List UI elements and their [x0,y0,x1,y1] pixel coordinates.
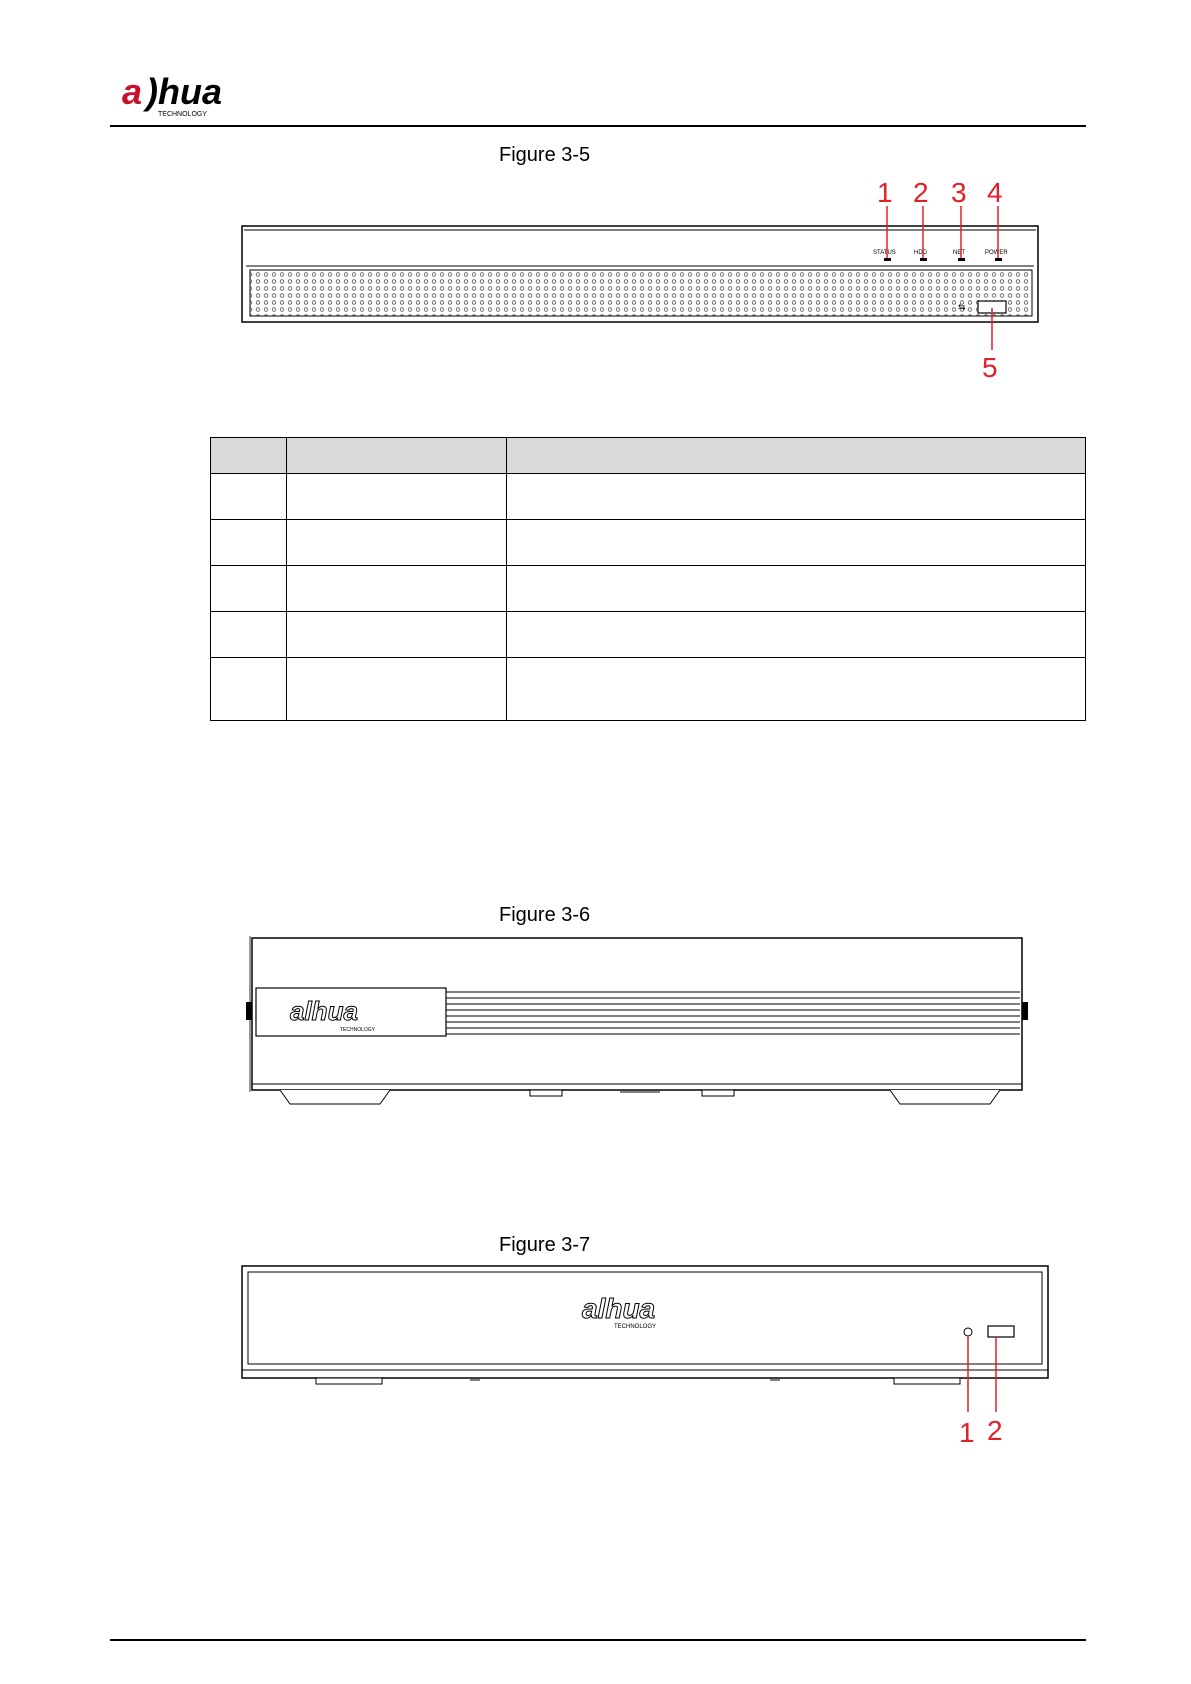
table-cell [287,566,507,612]
logo-wordmark: a [122,71,143,112]
net-led [958,258,965,261]
table-cell [507,474,1086,520]
table-row [211,474,1086,520]
led-label-hdd: HDD [914,250,927,256]
header-logo [118,70,258,120]
hdd-led [920,258,927,261]
logo-subtext: TECHNOLOGY [158,111,208,118]
callout-1: 1 [959,1417,975,1448]
table-cell [287,520,507,566]
figure-3-6-device-front [240,932,1040,1110]
table-header-cell [507,438,1086,474]
table-cell [211,520,287,566]
callout-3: 3 [951,180,967,208]
table-row [211,520,1086,566]
table-cell [287,658,507,721]
table-cell [211,658,287,721]
table-header-cell [211,438,287,474]
power-led [995,258,1002,261]
callout-4: 4 [987,180,1003,208]
figure-caption-3-7: Figure 3-7 [499,1234,591,1256]
table-cell [507,566,1086,612]
table-cell [287,612,507,658]
figure-3-7-device-front [230,1262,1060,1452]
footer-rule [110,1639,1086,1641]
table-cell [211,474,287,520]
callout-5: 5 [982,352,998,380]
table-cell [507,658,1086,721]
callout-2: 2 [913,180,929,208]
device-logo: alhua [290,996,358,1026]
side-bracket [1022,1002,1028,1020]
figure-caption-3-6: Figure 3-6 [499,904,591,926]
callout-1: 1 [877,180,893,208]
figure-3-5-device-front [230,180,1050,380]
figure-caption-3-5: Figure 3-5 [499,144,591,166]
led-label-status: STATUS [873,250,896,256]
component-table [210,437,1086,721]
led-label-power: POWER [985,250,1008,256]
status-led [884,258,891,261]
usb-port [988,1326,1014,1337]
foot-left [280,1090,390,1104]
side-bracket [246,1002,252,1020]
logo-wordmark-rest: )hua [146,71,222,112]
device-logo-subtext: TECHNOLOGY [340,1027,376,1033]
foot-left [316,1378,382,1384]
table-cell [211,612,287,658]
usb-icon: ⇆ [958,303,966,313]
table-row [211,658,1086,721]
table-header-cell [287,438,507,474]
device-logo-subtext: TECHNOLOGY [614,1324,657,1330]
foot-right [890,1090,1000,1104]
table-row [211,566,1086,612]
table-row [211,612,1086,658]
table-header-row [211,438,1086,474]
device-logo: alhua [582,1293,656,1324]
foot-right [894,1378,960,1384]
table-cell [507,612,1086,658]
header-rule [110,125,1086,127]
callout-2: 2 [987,1415,1003,1446]
led-label-net: NET [953,250,965,256]
table-cell [211,566,287,612]
indicator-light [964,1328,972,1336]
ventilation-grille [250,270,1032,316]
table-cell [507,520,1086,566]
table-cell [287,474,507,520]
